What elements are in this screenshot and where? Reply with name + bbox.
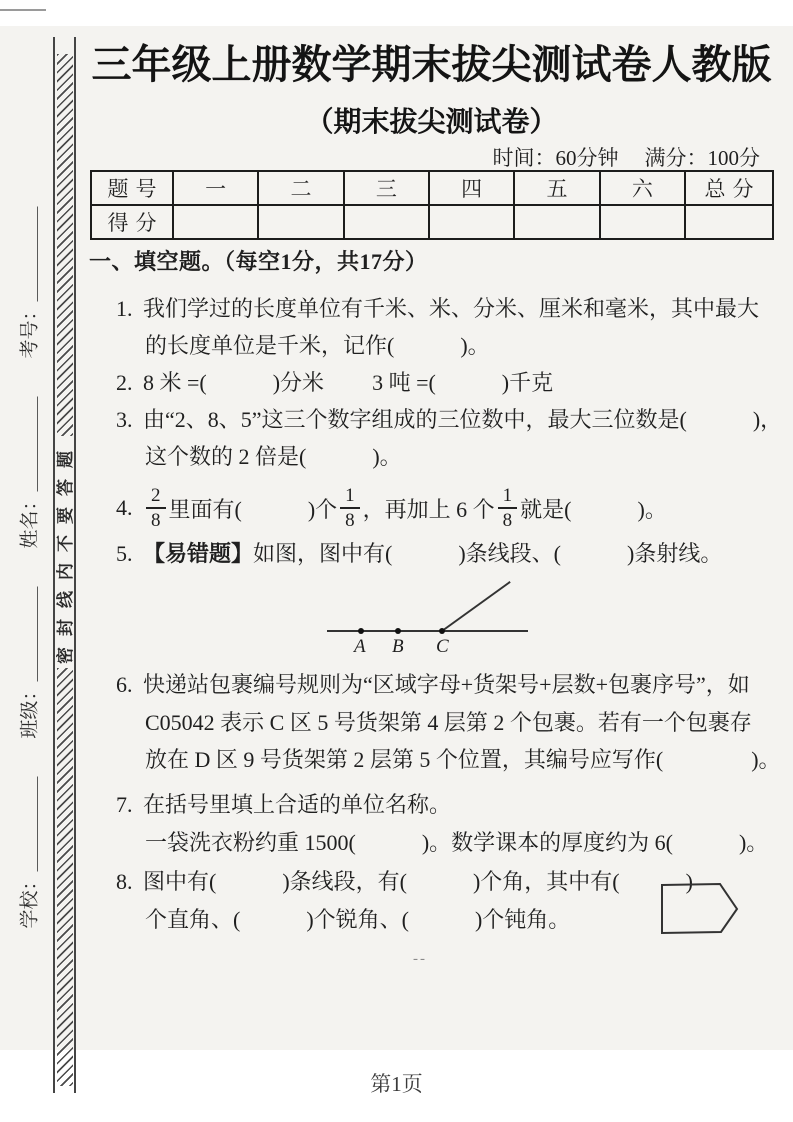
question-text: 如图，图中有( )条线段、( )条射线。 [253,541,723,566]
question-number: 6. [116,672,133,697]
seal-hatching-top [57,54,73,436]
fraction-numerator: 1 [340,484,360,509]
question-line [116,295,759,323]
score-table-cell: 四 [429,171,514,205]
question-line [145,332,490,360]
score-table-cell [600,205,685,239]
fraction [146,484,166,532]
point-dot [439,628,445,634]
question-line [116,540,722,568]
section-heading: 一、填空题。（每空1分，共17分） [89,249,428,274]
page-subtitle: （期末拔尖测试卷） [305,106,558,137]
point-dot [395,628,401,634]
score-table-cell: 得分 [91,205,173,239]
question-number: 4. [116,495,133,520]
full-score-label: 满分：100分 [644,146,760,170]
page-number: 第1页 [370,1072,423,1096]
score-table-cell: 三 [344,171,429,205]
question-line [116,406,782,434]
score-table-cell: 二 [258,171,343,205]
point-label: B [392,636,404,657]
student-info-fields: 学校：＿＿＿＿＿ 班级：＿＿＿＿＿ 姓名：＿＿＿＿＿ 考号：＿＿＿＿＿ [19,206,41,929]
question-line [145,746,781,774]
pentagon-figure [660,881,740,937]
question-line [116,791,451,819]
question-text: 8 米 =( )分米 [143,370,325,395]
score-table-cell: 题号 [91,171,173,205]
question-line [116,868,693,896]
question-number: 8. [116,869,133,894]
score-table [90,170,774,240]
seal-notice-text: 密封线内不要答题 [56,440,75,664]
score-table-cell [344,205,429,239]
page-title: 三年级上册数学期末拔尖测试卷人教版 [91,43,772,87]
point-label: C [436,636,449,657]
question-text: 由“2、8、5”这三个数字组成的三位数中，最大三位数是( )， [143,407,783,432]
score-table-cell [173,205,258,239]
fraction-denominator: 8 [345,510,355,531]
question-text: 这个数的 2 倍是( )。 [145,444,402,469]
question-line [145,709,752,737]
question-line [116,480,667,536]
point-label: A [354,636,366,657]
error-prone-badge: 【易错题】 [143,541,254,566]
question-number: 5. [116,541,133,566]
corner-mark [0,9,46,11]
question-text: 快递站包裹编号规则为“区域字母+货架号+层数+包裹序号”，如 [143,672,750,697]
score-table-cell: 一 [173,171,258,205]
question-text: 里面有( )个 [168,496,338,522]
question-text: 在括号里填上合适的单位名称。 [143,792,452,817]
score-table-cell [514,205,599,239]
question-line [145,906,570,934]
score-table-cell [429,205,514,239]
question-text: 一袋洗衣粉约重 1500( )。数学课本的厚度约为 6( )。 [145,830,769,855]
question-text: 的长度单位是千米，记作( )。 [145,333,490,358]
question-number: 1. [116,296,133,321]
question-text: 3 吨 =( )千克 [372,370,554,395]
point-dot [358,628,364,634]
question-number: 7. [116,792,133,817]
question-text: 放在 D 区 9 号货架第 2 层第 5 个位置，其编号应写作( )。 [145,747,781,772]
fraction [498,484,518,532]
score-table-header-row [91,171,773,205]
exam-info-line [493,142,761,172]
question-number: 2. [116,370,133,395]
question-text: 我们学过的长度单位有千米、米、分米、厘米和毫米，其中最大 [143,296,760,321]
time-label: 时间：60分钟 [492,146,619,170]
fraction-numerator: 1 [498,484,518,509]
question-line [116,671,750,699]
question-line [145,443,402,471]
question-text: 图中有( )条线段，有( )个角，其中有( ) [143,869,693,894]
question-number: 3. [116,407,133,432]
fraction-numerator: 2 [146,484,166,509]
question-text: 个直角、( )个锐角、( )个钝角。 [145,907,571,932]
score-table-score-row [91,205,773,239]
score-table-cell [685,205,773,239]
score-table-cell: 总分 [685,171,773,205]
fraction-denominator: 8 [502,510,513,531]
fraction [340,484,360,532]
question-text: C05042 表示 C 区 5 号货架第 4 层第 2 个包裹。若有一个包裹存 [145,710,752,735]
question-line [145,829,768,857]
score-table-cell: 五 [514,171,599,205]
score-table-cell [258,205,343,239]
seal-hatching-bottom [57,668,73,1086]
question-text: ，再加上 6 个 [362,496,495,522]
scan-artifact-mark: -- [413,951,427,967]
question-text: 就是( )。 [520,496,667,522]
score-table-cell: 六 [600,171,685,205]
question-line [116,369,553,397]
fraction-denominator: 8 [151,510,161,531]
